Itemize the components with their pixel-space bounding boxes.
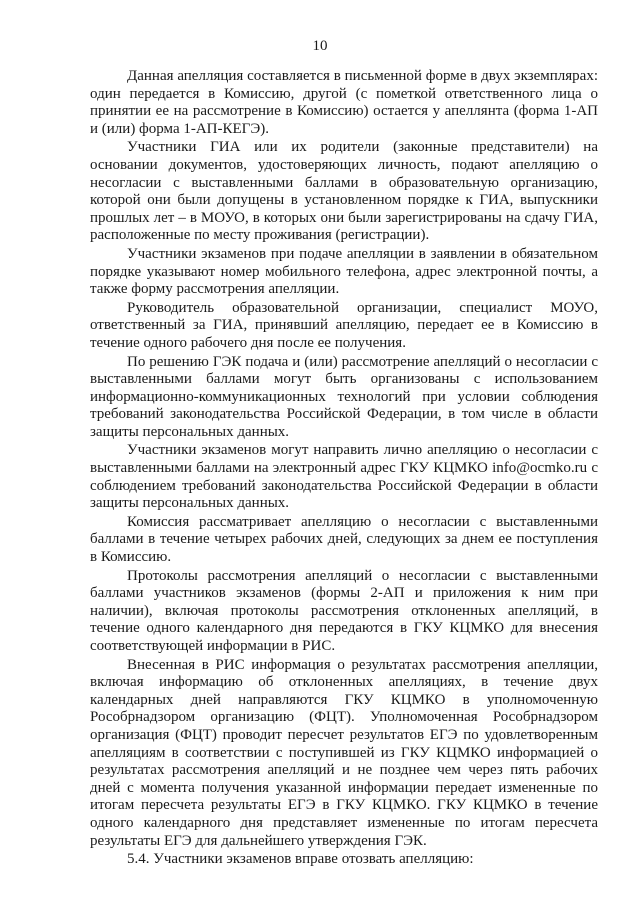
paragraph-ict-submission: По решению ГЭК подача и (или) рассмотрение апелляций о несогласии с выставленными баллами могут быть организованы с использованием информационно-коммуникационных технологий при условии соблюдения требований законодательства Российской Федерации, в том числе в области защиты персональных данных.: [90, 353, 598, 440]
paragraph-transfer-to-commission: Руководитель образовательной организации, специалист МОУО, ответственный за ГИА, принявший апелляцию, передает ее в Комиссию в течение одного рабочего дня после ее получения.: [90, 299, 598, 351]
paragraph-protocols: Протоколы рассмотрения апелляций о несогласии с выставленными баллами участников экзаменов (формы 2-АП и приложения к ним при наличии), включая протоколы рассмотрения отклоненных апелляций, в течение одного календарного дня передаются в ГКУ КЦМКО для внесения соответствующей информации в РИС.: [90, 567, 598, 654]
paragraph-withdraw-appeal: 5.4. Участники экзаменов вправе отозвать апелляцию:: [127, 851, 474, 868]
paragraph-email-submission: Участники экзаменов могут направить лично апелляцию о несогласии с выставленными баллами на электронный адрес ГКУ КЦМКО info@ocmko.ru с соблюдением требований законодательства Российской Федерации в области защиты персональных данных.: [90, 442, 598, 512]
paragraph-ris-recalculation: Внесенная в РИС информация о результатах рассмотрения апелляции, включая информацию об отклоненных апелляциях, в течение двух календарных дней направляются ГКУ КЦМКО в уполномоченную Рособрнадзором организацию (ФЦТ). Уполномоченная Рособрнадзором организация (ФЦТ) проводит пересчет результатов ЕГЭ по удовлетворенным апелляциям в соответствии с поступившей из ГКУ КЦМКО информацией о результатах рассмотрения апелляций и не позднее чем через пять рабочих дней с момента получения указанной информации передает измененные по итогам пересчета результаты ЕГЭ в ГКУ КЦМКО. ГКУ КЦМКО в течение одного календарного дня представляет измененные по итогам пересчета результаты ЕГЭ для дальнейшего утверждения ГЭК.: [90, 656, 598, 849]
paragraph-review-period: Комиссия рассматривает апелляцию о несогласии с выставленными баллами в течение четырех рабочих дней, следующих за днем ее поступления в Комиссию.: [90, 513, 598, 566]
paragraph-who-submits: Участники ГИА или их родители (законные представители) на основании документов, удостоверяющих личность, подают апелляцию о несогласии с выставленными баллами в образовательную организацию, которой они были допущены в установленном порядке к ГИА, выпускники прошлых лет – в МОУО, в которых они были зарегистрированы на сдачу ГИА, расположенные по месту проживания (регистрации).: [90, 139, 598, 244]
paragraph-appeal-copies: Данная апелляция составляется в письменной форме в двух экземплярах: один передается в Комиссию, другой (с пометкой ответственного лица о принятии ее на рассмотрение в Комиссию) остается у апеллянта (форма 1-АП и (или) форма 1-АП-КЕГЭ).: [90, 68, 598, 137]
page-number: 10: [312, 38, 328, 54]
paragraph-contact-details: Участники экзаменов при подаче апелляции в заявлении в обязательном порядке указывают номер мобильного телефона, адрес электронной почты, а также форму рассмотрения апелляции.: [90, 245, 598, 298]
document-body: [90, 68, 598, 870]
